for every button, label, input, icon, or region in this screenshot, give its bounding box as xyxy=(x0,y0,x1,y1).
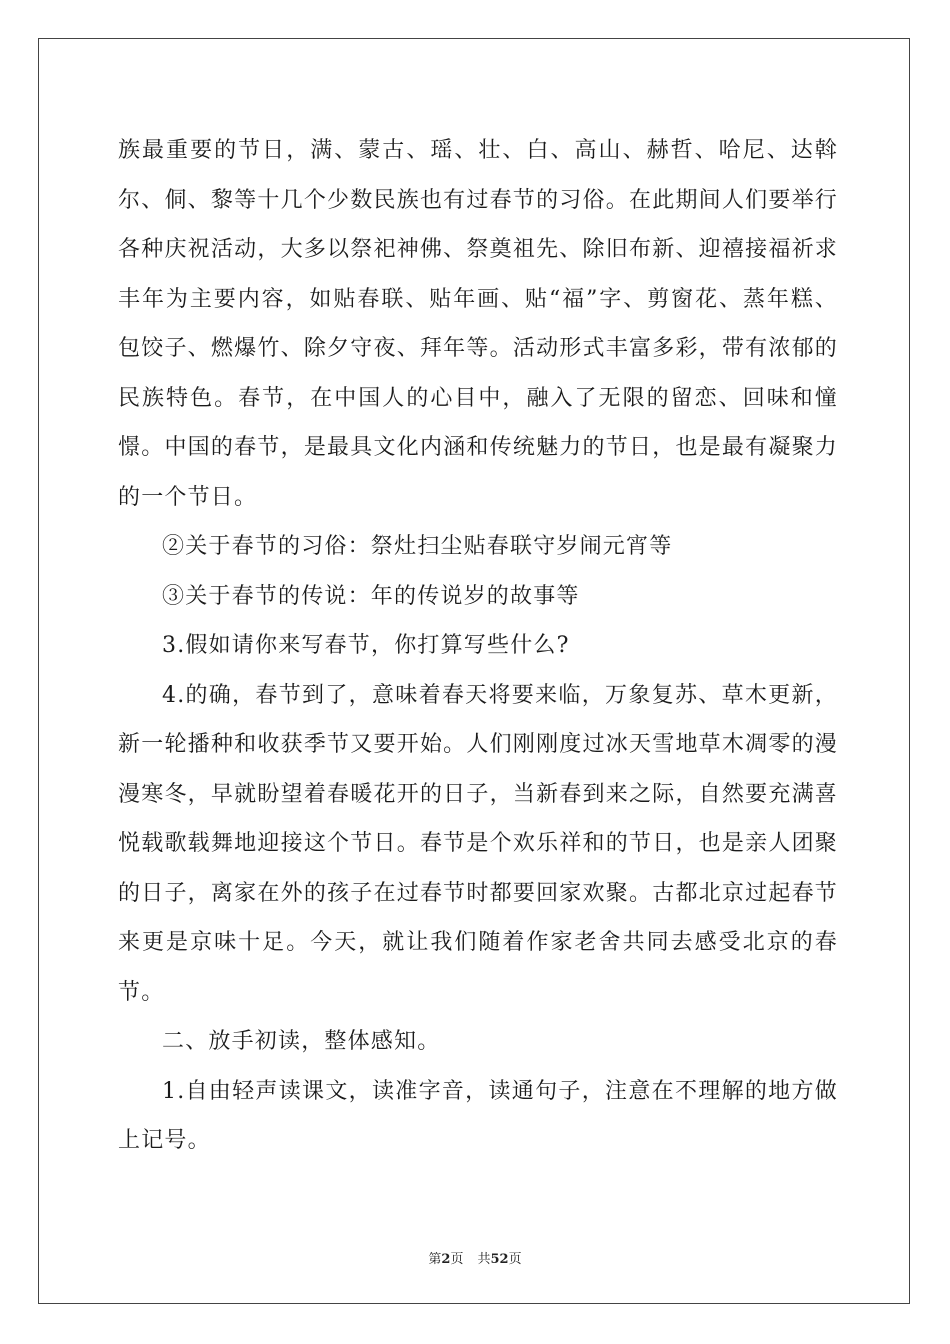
paragraph-1: 族最重要的节日，满、蒙古、瑶、壮、白、高山、赫哲、哈尼、达斡尔、侗、黎等十几个少数民族也有过春节的习俗。在此期间人们要举行各种庆祝活动，大多以祭祀神佛、祭奠祖先、除旧布新、迎禧接福祈求丰年为主要内容，如贴春联、贴年画、贴“福”字、剪窗花、蒸年糕、包饺子、燃爆竹、除夕守夜、拜年等。活动形式丰富多彩，带有浓郁的民族特色。春节，在中国人的心目中，融入了无限的留恋、回味和憧憬。中国的春节，是最具文化内涵和传统魅力的节日，也是最有凝聚力的一个节日。 xyxy=(118,138,838,510)
paragraph-6: 二、放手初读，整体感知。 xyxy=(162,1029,441,1054)
page-prefix: 第 xyxy=(428,1252,442,1267)
paragraph-4: 3.假如请你来写春节，你打算写些什么? xyxy=(162,633,570,658)
paragraph-5: 4.的确，春节到了，意味着春天将要来临，万象复苏、草木更新，新一轮播种和收获季节又要开始。人们刚刚度过冰天雪地草木凋零的漫漫寒冬，早就盼望着春暖花开的日子，当新春到来之际，自然要充满喜悦载歌载舞地迎接这个节日。春节是个欢乐祥和的节日，也是亲人团聚的日子，离家在外的孩子在过春节时都要回家欢聚。古都北京过起春节来更是京味十足。今天，就让我们随着作家老舍共同去感受北京的春节。 xyxy=(118,682,838,1005)
page-suffix: 页 xyxy=(450,1252,464,1267)
total-prefix: 共 xyxy=(477,1252,491,1267)
paragraph-3: ③关于春节的传说：年的传说岁的故事等 xyxy=(162,583,580,609)
page-number: 2 xyxy=(441,1252,451,1267)
page-footer xyxy=(0,1248,950,1267)
total-suffix: 页 xyxy=(508,1252,522,1267)
document-body xyxy=(118,126,838,1166)
paragraph-2: ②关于春节的习俗：祭灶扫尘贴春联守岁闹元宵等 xyxy=(162,534,673,559)
paragraph-7: 1.自由轻声读课文，读准字音，读通句子，注意在不理解的地方做上记号。 xyxy=(118,1078,838,1153)
total-pages: 52 xyxy=(490,1252,509,1267)
